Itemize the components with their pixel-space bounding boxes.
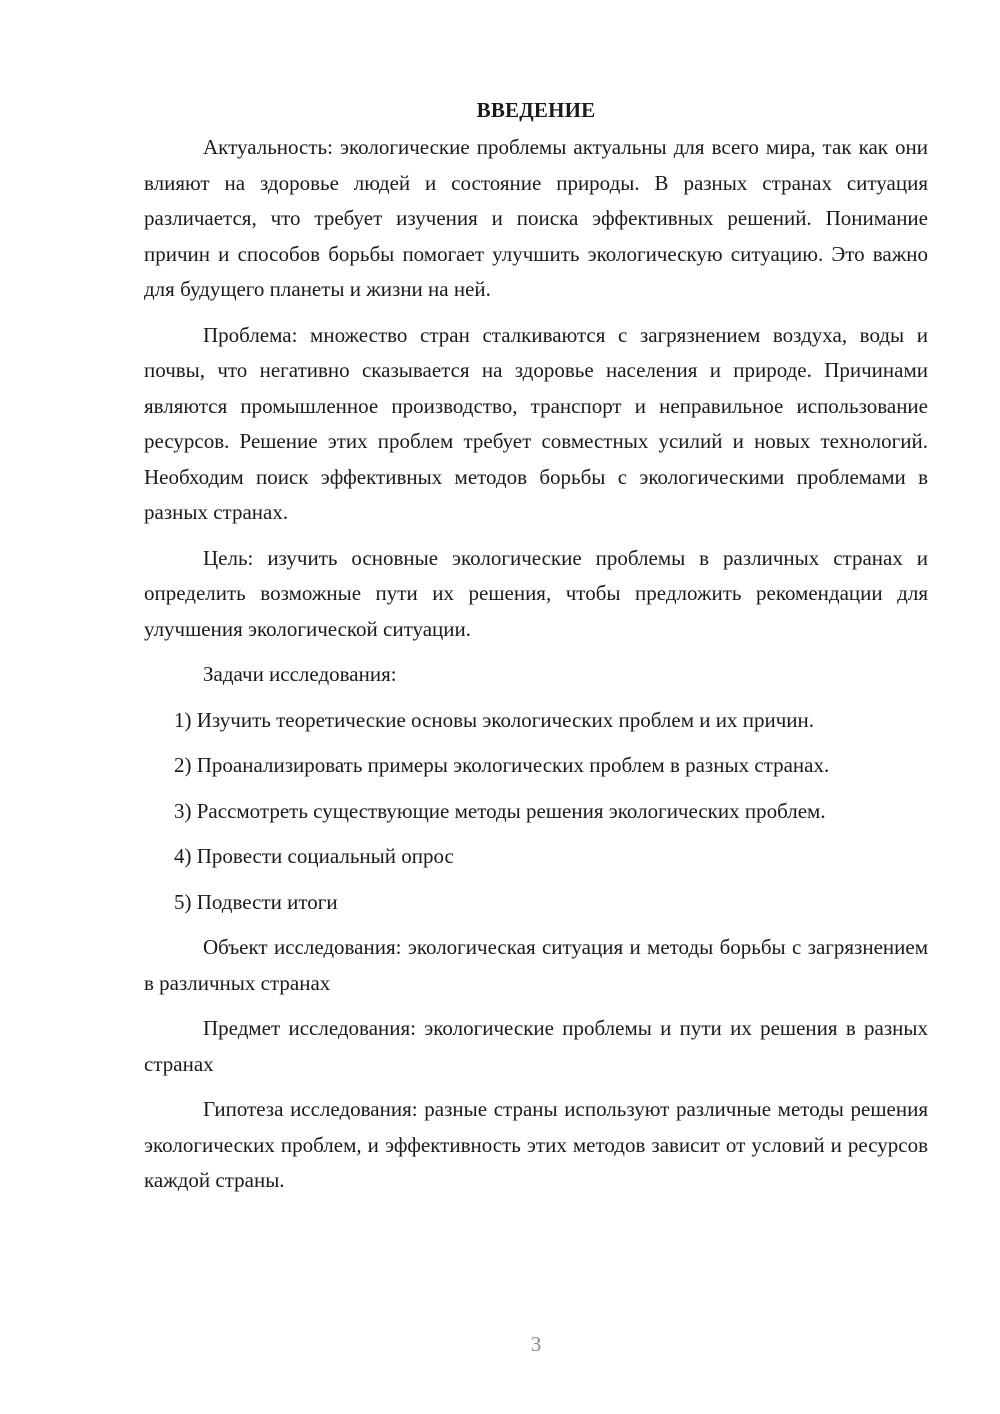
goal-paragraph: Цель: изучить основные экологические проблемы в различных странах и определить возможные пути их решения, чтобы предложить рекомендации для улучшения экологической ситуации. xyxy=(144,545,928,641)
tasks-heading: Задачи исследования: xyxy=(203,662,397,686)
page-number: 3 xyxy=(530,1332,542,1356)
page-title: ВВЕДЕНИЕ xyxy=(476,98,596,122)
hypothesis-paragraph: Гипотеза исследования: разные страны используют различные методы решения экологических проблем, и эффективность этих методов зависит от условий и ресурсов каждой страны. xyxy=(144,1097,928,1192)
problem-paragraph: Проблема: множество стран сталкиваются с загрязнением воздуха, воды и почвы, что негативно сказывается на здоровье населения и природе. Причинами являются промышленное производство, транспорт и неправильное использование ресурсов. Решение этих проблем требует совместных усилий и новых технологий. Необходим поиск эффективных методов борьбы с экологическими проблемами в разных странах. xyxy=(144,322,928,524)
subject-paragraph: Предмет исследования: экологические проблемы и пути их решения в разных странах xyxy=(144,1016,928,1076)
relevance-paragraph: Актуальность: экологические проблемы актуальны для всего мира, так как они влияют на здоровье людей и состояние природы. В разных странах ситуация различается, что требует изучения и поиска эффективных решений. Понимание причин и способов борьбы помогает улучшить экологическую ситуацию. Это важно для будущего планеты и жизни на ней. xyxy=(144,135,928,301)
task-item: 4) Провести социальный опрос xyxy=(174,844,454,868)
task-item: 5) Подвести итоги xyxy=(174,889,338,914)
task-item: 3) Рассмотреть существующие методы решения экологических проблем. xyxy=(174,798,826,823)
task-item: 1) Изучить теоретические основы экологических проблем и их причин. xyxy=(174,707,814,732)
document-page xyxy=(144,92,928,1209)
task-item: 2) Проанализировать примеры экологических проблем в разных странах. xyxy=(174,753,830,777)
object-paragraph: Объект исследования: экологическая ситуация и методы борьбы с загрязнением в различных странах xyxy=(144,935,928,995)
